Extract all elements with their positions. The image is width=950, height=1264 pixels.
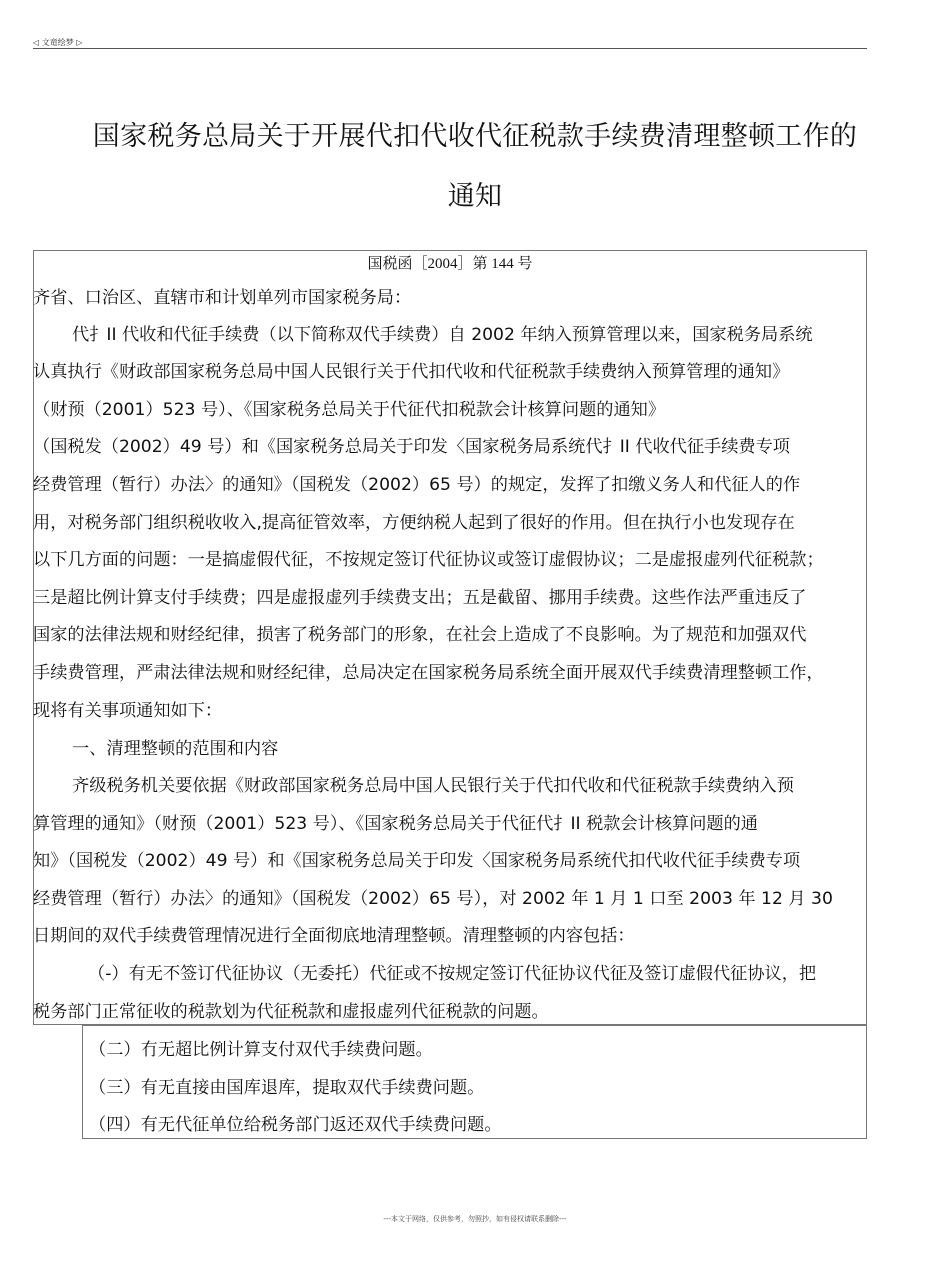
page-title-line-1: 国家税务总局关于开展代扣代收代征税款手续费清理整顿工作的 <box>92 121 858 152</box>
header-divider <box>33 48 867 49</box>
paragraph-line: 经费管理（暂行）办法〉的通知》（国税发（2002）65 号），对 2002 年 1 月 1 口至 2003 年 12 月 30 <box>33 889 833 909</box>
paragraph-line: 日期间的双代手续费管理情况进行全面彻底地清理整顿。清理整顿的内容包括： <box>33 926 635 946</box>
paragraph-line: 知》（国税发（2002）49 号）和《国家税务总局关于印发〈国家税务局系统代扣代收代征手续费专项 <box>33 851 801 871</box>
paragraph-line: 国家的法律法规和财经纪律，损害了税务部门的形象，在社会上造成了不良影响。为了规范和加强双代 <box>33 625 807 645</box>
paragraph-line: 三是超比例计算支付手续费；四是虚报虚列手续费支出；五是截留、挪用手续费。这些作法严重违反了 <box>33 588 807 608</box>
paragraph-line: 认真执行《财政部国家税务总局中国人民银行关于代扣代收和代征税款手续费纳入预算管理的通知》 <box>33 362 790 382</box>
paragraph-line: 齐级税务机关要依据《财政部国家税务总局中国人民银行关于代扣代收和代征税款手续费纳入预 <box>72 776 794 796</box>
paragraph-line: 以下几方面的问题：一是搞虚假代征，不按规定签订代征协议或签订虚假协议；二是虚报虚列代征税款； <box>33 550 824 570</box>
paragraph-line: （财预（2001）523 号）、《国家税务总局关于代征代扣税款会计核算问题的通知》 <box>33 400 666 420</box>
paragraph-line: （国税发（2002）49 号）和《国家税务总局关于印发〈国家税务局系统代扌II 代收代征手续费专项 <box>33 437 790 457</box>
page-title-line-2: 通知 <box>447 181 503 212</box>
paragraph-line: 算管理的通知》（财预（2001）523 号）、《国家税务总局关于代征代扌II 税款会计核算问题的通 <box>33 814 758 834</box>
document-number: 国税函［2004］第 144 号 <box>367 256 533 272</box>
paragraph-line: 手续费管理，严肃法律法规和财经纪律，总局决定在国家税务局系统全面开展双代手续费清理整顿工作， <box>33 663 824 683</box>
header-mark: ◁ 文竜绘梦 ▷ <box>33 38 83 47</box>
paragraph-line: 用，对税务部门组织税收收入,提高征管效率，方便纳税人起到了很好的作用。但在执行小也发现存在 <box>33 513 795 533</box>
list-item: （四）有无代征单位给税务部门返还双代手续费问题。 <box>89 1115 502 1135</box>
footer-note: ---本文于网络，仅供参考，勿照抄，如有侵权请联系删除--- <box>383 1215 567 1223</box>
paragraph-line: 代扌II 代收和代征手续费（以下简称双代手续费）自 2002 年纳入预算管理以来，国家税务局系统 <box>72 325 813 345</box>
list-item: （二）冇无超比例计算支付双代手续费问题。 <box>89 1040 433 1060</box>
section-heading: 一、清理整顿的范围和内容 <box>72 739 279 759</box>
addressee-line: 齐省、口治区、直辖市和计划单列市国家税务局： <box>33 288 412 308</box>
paragraph-line: 现将有关事项通知如下： <box>33 701 223 721</box>
list-item: （三）有无直接由国库退库，提取双代手续费问题。 <box>89 1078 485 1098</box>
paragraph-line: 经费管理（暂行）办法〉的通知》（国税发（2002）65 号）的规定，发挥了扣缴义务人和代征人的作 <box>33 475 801 495</box>
paragraph-line: 税务部门正常征收的税款划为代征税款和虚报虚列代征税款的问题。 <box>33 1002 549 1022</box>
list-item: （-）有无不签订代征协议（无委托）代征或不按规定签订代征协议代征及签订虚假代征协议，把 <box>88 964 817 984</box>
